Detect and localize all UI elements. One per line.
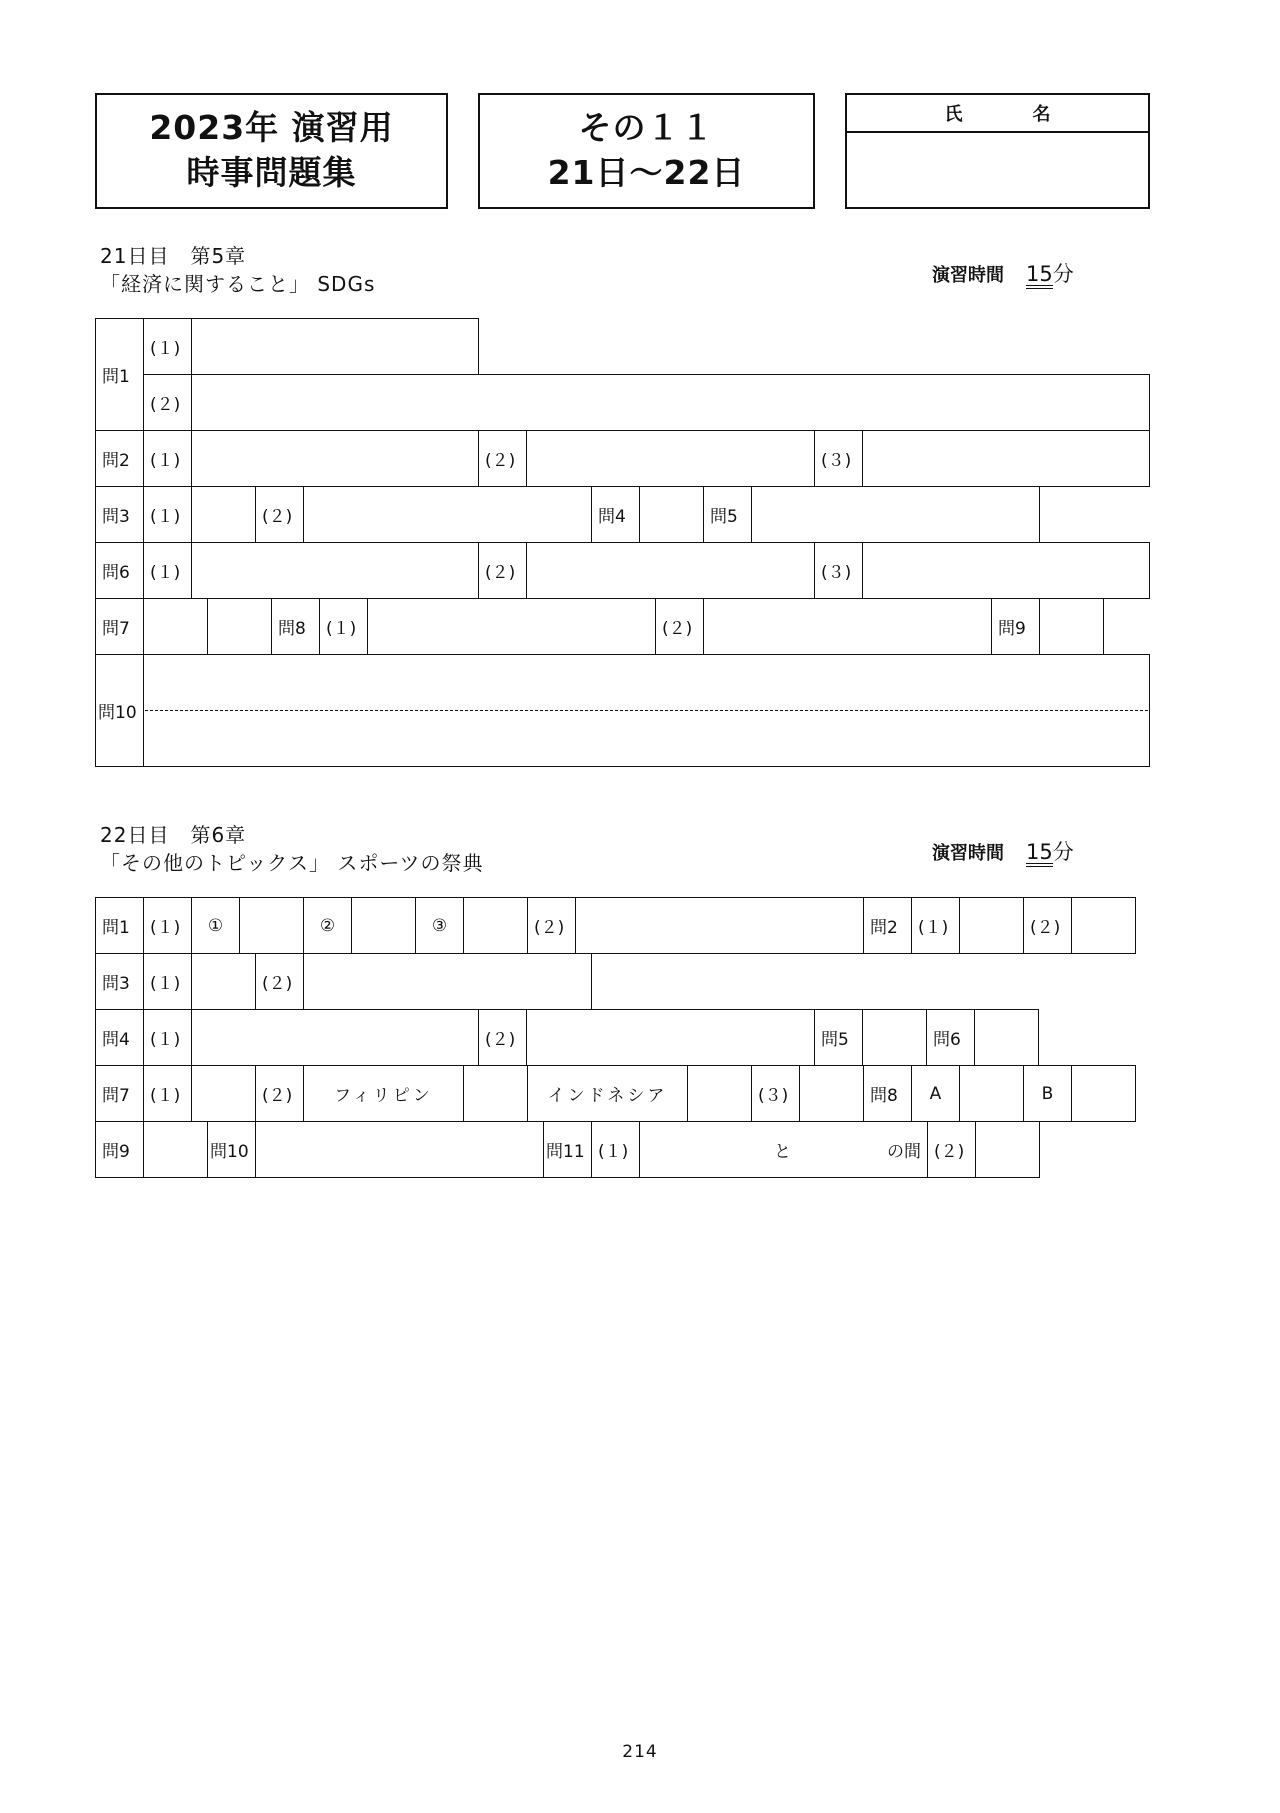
q4-1-answer[interactable] <box>191 1009 479 1066</box>
q1-1-answer-3[interactable] <box>463 897 528 954</box>
q1-label: 問1 <box>95 897 144 954</box>
q11-1-to: と <box>774 1142 791 1162</box>
q1-label: 問1 <box>95 318 144 431</box>
q1-2-answer[interactable] <box>191 374 1150 431</box>
q3-2-answer[interactable] <box>303 486 592 543</box>
q10-answer[interactable] <box>255 1121 544 1178</box>
q6-3-answer[interactable] <box>862 542 1150 599</box>
q7-label: 問7 <box>95 598 144 655</box>
q2-2-answer[interactable] <box>1071 897 1136 954</box>
name-label-2: 名 <box>1032 104 1051 125</box>
time-unit: 分 <box>1052 262 1074 286</box>
q11-1-no-aida: の間 <box>887 1142 921 1162</box>
time-unit: 分 <box>1052 840 1074 864</box>
q7-2-indonesia-answer[interactable] <box>687 1065 752 1122</box>
q1-2-answer[interactable] <box>575 897 864 954</box>
q4-2-answer[interactable] <box>526 1009 815 1066</box>
q7-label: 問7 <box>95 1065 144 1122</box>
q3-2-label: (２) <box>255 486 304 543</box>
q2-label: 問2 <box>95 430 144 487</box>
q10-label: 問10 <box>207 1121 256 1178</box>
q3-1-answer[interactable] <box>191 953 256 1010</box>
q6-3-label: (３) <box>814 542 863 599</box>
q4-label: 問4 <box>95 1009 144 1066</box>
section21-day: 21日目 第5章 <box>100 244 247 268</box>
q1-1-marker-2: ② <box>303 897 352 954</box>
q3-label: 問3 <box>95 953 144 1010</box>
q1-1-marker-1: ① <box>191 897 240 954</box>
q8-2-label: (２) <box>655 598 704 655</box>
time-label: 演習時間 <box>932 265 1004 286</box>
q3-1-label: (１) <box>143 486 192 543</box>
q2-1-label: (１) <box>911 897 960 954</box>
name-field[interactable] <box>847 133 1148 207</box>
q2-label: 問2 <box>863 897 912 954</box>
title-box <box>95 93 448 209</box>
title-line2: 時事問題集 <box>186 153 357 192</box>
q7-2-philippines-label: フィリピン <box>303 1065 464 1122</box>
q1-1-answer[interactable] <box>191 318 479 375</box>
time-value: 15 <box>1026 263 1053 289</box>
q7-3-label: (３) <box>751 1065 800 1122</box>
section21-topic: 「経済に関すること」 SDGs <box>100 272 376 296</box>
q6-answer[interactable] <box>974 1009 1039 1066</box>
q10-label: 問10 <box>95 654 144 767</box>
q11-2-label: (２) <box>927 1121 976 1178</box>
section21-heading <box>100 242 375 298</box>
section22-heading <box>100 821 484 877</box>
q1-1-answer-1[interactable] <box>239 897 304 954</box>
q6-2-answer[interactable] <box>526 542 815 599</box>
section22-topic: 「その他のトピックス」 スポーツの祭典 <box>100 851 484 875</box>
q10-dashed-line <box>145 710 1148 711</box>
q3-1-answer[interactable] <box>191 486 256 543</box>
q2-1-answer[interactable] <box>191 430 479 487</box>
q1-1-label: (１) <box>143 897 192 954</box>
q9-label: 問9 <box>991 598 1040 655</box>
q8-1-label: (１) <box>319 598 368 655</box>
q11-1-label: (１) <box>591 1121 640 1178</box>
q1-2-label: (２) <box>527 897 576 954</box>
part-line1: その１１ <box>578 108 715 148</box>
q2-3-label: (３) <box>814 430 863 487</box>
q4-label: 問4 <box>591 486 640 543</box>
q6-label: 問6 <box>926 1009 975 1066</box>
q5-answer[interactable] <box>751 486 1040 543</box>
q2-1-label: (１) <box>143 430 192 487</box>
q8-label: 問8 <box>863 1065 912 1122</box>
q9-answer[interactable] <box>143 1121 208 1178</box>
q2-3-answer[interactable] <box>862 430 1150 487</box>
q9-label: 問9 <box>95 1121 144 1178</box>
q11-label: 問11 <box>543 1121 592 1178</box>
part-box <box>478 93 815 209</box>
name-label <box>847 95 1148 133</box>
q3-1-label: (１) <box>143 953 192 1010</box>
page-number: 214 <box>622 1742 658 1762</box>
q7-answer-b[interactable] <box>207 598 272 655</box>
q3-2-answer[interactable] <box>303 953 592 1010</box>
q8-1-answer[interactable] <box>367 598 656 655</box>
section22-time <box>932 836 1074 867</box>
q3-label: 問3 <box>95 486 144 543</box>
q6-2-label: (２) <box>478 542 527 599</box>
q6-1-answer[interactable] <box>191 542 479 599</box>
q11-1-answer[interactable] <box>639 1121 928 1178</box>
q7-2-philippines-answer[interactable] <box>463 1065 528 1122</box>
q7-1-label: (１) <box>143 1065 192 1122</box>
q8-a-answer[interactable] <box>959 1065 1024 1122</box>
q7-1-answer[interactable] <box>191 1065 256 1122</box>
time-value: 15 <box>1026 841 1053 867</box>
name-box <box>845 93 1150 209</box>
q4-2-label: (２) <box>478 1009 527 1066</box>
q8-b-label: B <box>1023 1065 1072 1122</box>
section22-day: 22日目 第6章 <box>100 823 247 847</box>
q5-answer[interactable] <box>862 1009 927 1066</box>
q2-2-label: (２) <box>1023 897 1072 954</box>
q1-1-answer-2[interactable] <box>351 897 416 954</box>
q2-2-label: (２) <box>478 430 527 487</box>
q3-2-label: (２) <box>255 953 304 1010</box>
section21-time <box>932 258 1074 289</box>
q7-2-label: (２) <box>255 1065 304 1122</box>
q9-answer[interactable] <box>1039 598 1104 655</box>
q4-answer[interactable] <box>639 486 704 543</box>
q6-1-label: (１) <box>143 542 192 599</box>
q1-2-label: (２) <box>143 374 192 431</box>
q2-1-answer[interactable] <box>959 897 1024 954</box>
q8-label: 問8 <box>271 598 320 655</box>
title-line1: 2023年 演習用 <box>149 108 394 148</box>
q8-b-answer[interactable] <box>1071 1065 1136 1122</box>
q8-2-answer[interactable] <box>703 598 992 655</box>
q1-1-label: (１) <box>143 318 192 375</box>
part-line2: 21日～22日 <box>547 153 746 192</box>
q2-2-answer[interactable] <box>526 430 815 487</box>
q7-2-indonesia-label: インドネシア <box>527 1065 688 1122</box>
q6-label: 問6 <box>95 542 144 599</box>
q7-answer-a[interactable] <box>143 598 208 655</box>
q7-3-answer[interactable] <box>799 1065 864 1122</box>
q11-2-answer[interactable] <box>975 1121 1040 1178</box>
q5-label: 問5 <box>814 1009 863 1066</box>
q1-1-marker-3: ③ <box>415 897 464 954</box>
name-label-1: 氏 <box>944 104 963 125</box>
q5-label: 問5 <box>703 486 752 543</box>
time-label: 演習時間 <box>932 843 1004 864</box>
q8-a-label: A <box>911 1065 960 1122</box>
q4-1-label: (１) <box>143 1009 192 1066</box>
